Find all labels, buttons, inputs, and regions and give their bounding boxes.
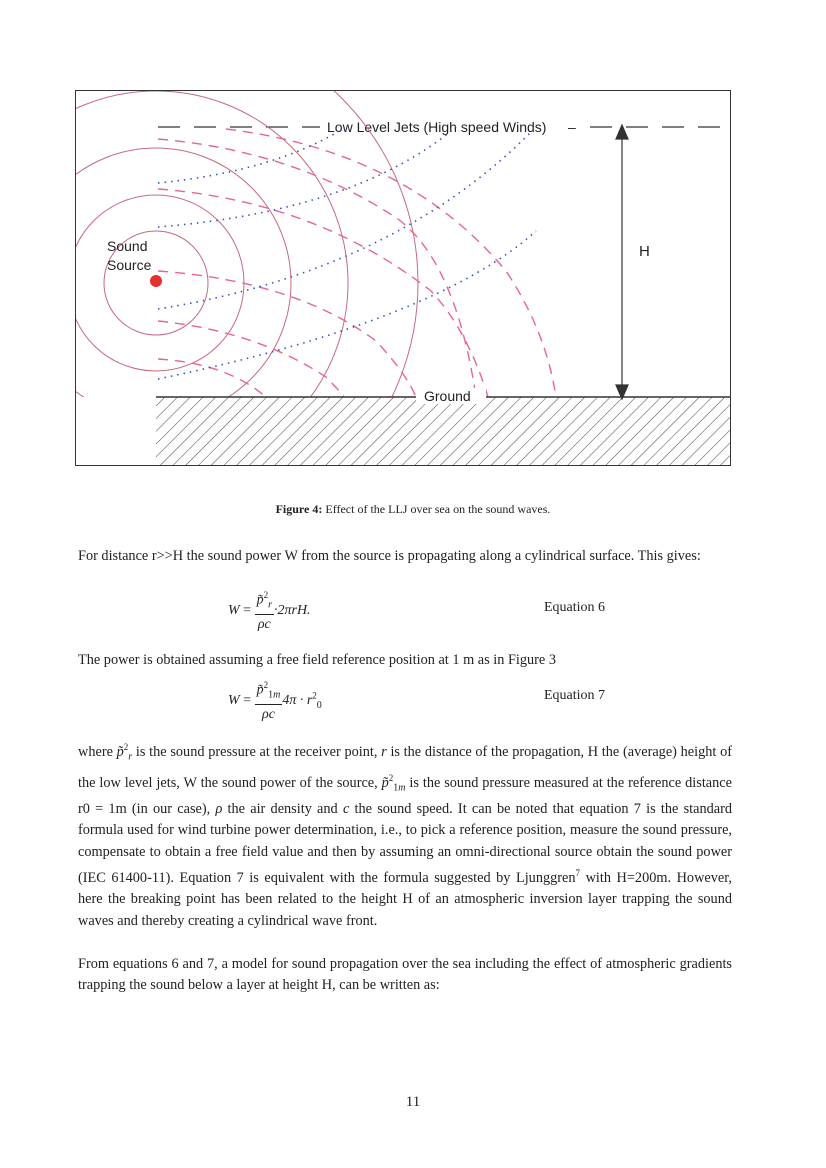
page-number: 11 — [405, 1094, 421, 1110]
equation-6-label: Equation 6 — [544, 600, 606, 615]
ground-hatch — [156, 397, 731, 466]
ground-label: Ground — [424, 388, 471, 404]
eq7-tail: 4π · r — [282, 692, 313, 708]
height-arrow — [616, 125, 628, 399]
caption-label: Figure 4: — [275, 502, 323, 516]
paragraph-3: where p̃$^2_r$ is the sound pressure at the receiver point, r is the distance of the propagation, H the (average) height of the low level jets, W the sound power of the source, p̃$^2_{1m}$ is the sound pressure measured at the reference distance r0 = 1m (in our case), ρ the air density and c the sound speed. It can be noted that equation 7 is the standard formula used for wind turbine power determination, i.e., to pick a reference position, measure the sound pressure, compensate to obtain a free field value and then by assuming an omni-directional source obtain the sound power (IEC 61400-11). Equation 7 is equivalent with the formula suggested by Ljunggren$^7$ with H=200m. However, here the breaking point has been related to the height H of an atmospheric inversion layer trapping the sound waves and thereby creating a cylindrical wave front. — [78, 742, 733, 929]
eq6-tail: ·2πrH. — [273, 602, 311, 618]
caption-text: Effect of the LLJ over sea on the sound waves. — [322, 502, 551, 516]
source-label: Source — [107, 257, 152, 273]
paragraph-2: The power is obtained assuming a free field reference position at 1 m as in Figure 3 — [78, 652, 557, 668]
direct-rays — [158, 127, 536, 379]
equation-7-label: Equation 7 — [544, 688, 606, 703]
figure-4 — [75, 90, 731, 466]
height-label: H — [639, 243, 650, 260]
jets-dash: – — [568, 119, 576, 135]
sound-propagation-diagram — [76, 91, 731, 466]
equation-6: W = $\frac{p̃^2_r}{\rho c}$ ·2πrH. — [228, 586, 311, 635]
jets-label: Low Level Jets (High speed Winds) — [327, 119, 547, 135]
paragraph-1: For distance r>>H the sound power W from the source is propagating along a cylindrical surface. This gives: — [78, 548, 701, 564]
sound-source-dot — [150, 275, 162, 287]
sound-label: Sound — [107, 238, 148, 254]
reflected-rays — [158, 129, 556, 397]
equation-7: W = $\frac{p̃^2_{1m}}{\rho c}$ $4\pi \cdot r^2_0$ — [228, 676, 322, 725]
paragraph-4: From equations 6 and 7, a model for sound propagation over the sea including the effect of atmospheric gradients trapping the sound below a layer at height H, can be written as: — [78, 956, 732, 994]
figure-caption — [0, 502, 826, 517]
